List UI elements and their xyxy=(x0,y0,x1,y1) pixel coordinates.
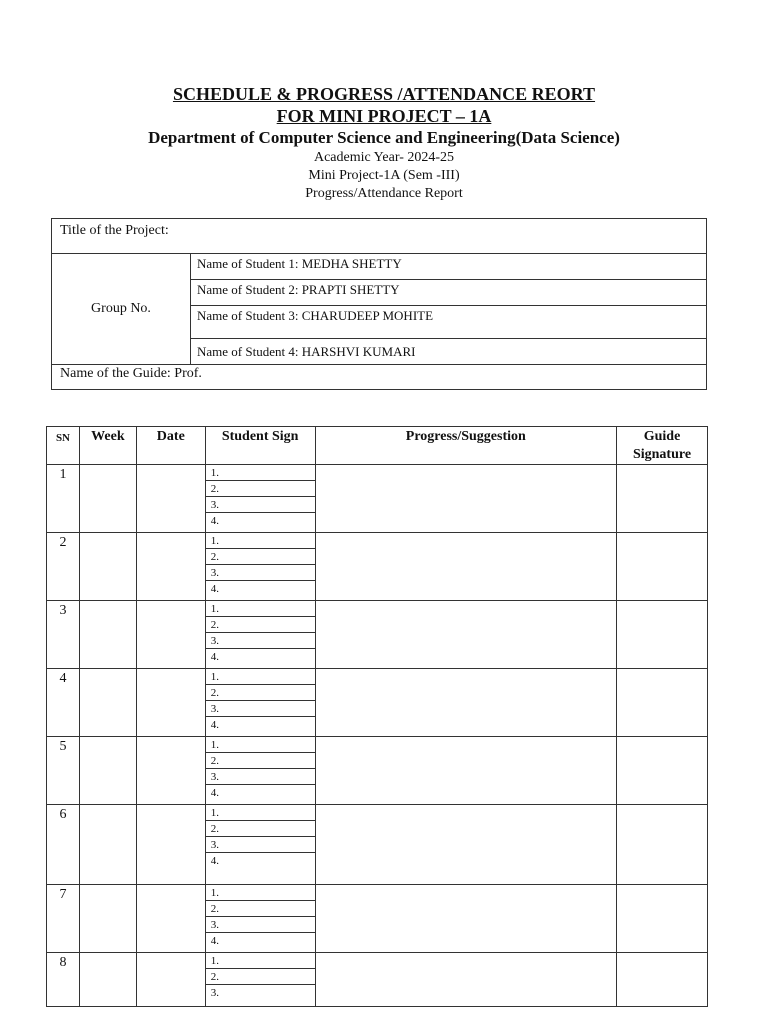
week-cell[interactable] xyxy=(79,465,136,533)
guide-signature-cell[interactable] xyxy=(617,669,708,737)
student-sign-cell xyxy=(205,805,315,885)
group-number-label: Group No. xyxy=(91,301,151,316)
header-guide-line-1: Guide xyxy=(643,429,681,444)
student-sign-line[interactable]: 3. xyxy=(206,633,315,649)
student-sign-line[interactable]: 1. xyxy=(206,885,315,901)
student-sign-line[interactable]: 2. xyxy=(206,617,315,633)
student-sign-cell xyxy=(205,533,315,601)
row-sn: 5 xyxy=(47,737,80,805)
row-sn: 6 xyxy=(47,805,80,885)
student-3-cell xyxy=(191,306,707,339)
student-sign-line[interactable]: 2. xyxy=(206,969,315,985)
guide-signature-cell[interactable] xyxy=(617,601,708,669)
student-2-cell xyxy=(191,280,707,306)
week-cell[interactable] xyxy=(79,805,136,885)
week-cell[interactable] xyxy=(79,601,136,669)
student-sign-line[interactable]: 4. xyxy=(210,935,219,947)
date-cell[interactable] xyxy=(136,737,205,805)
progress-row xyxy=(47,805,708,885)
progress-suggestion-cell[interactable] xyxy=(315,669,616,737)
guide-signature-cell[interactable] xyxy=(617,953,708,1007)
student-sign-line[interactable]: 1. xyxy=(206,465,315,481)
student-sign-line[interactable]: 2. xyxy=(206,753,315,769)
student-sign-cell xyxy=(205,601,315,669)
student-sign-line[interactable]: 4. xyxy=(210,651,219,663)
row-sn: 7 xyxy=(47,885,80,953)
student-sign-line[interactable]: 3. xyxy=(210,987,219,999)
progress-row xyxy=(47,669,708,737)
student-sign-line[interactable]: 3. xyxy=(206,769,315,785)
header-progress-suggestion: Progress/Suggestion xyxy=(315,427,616,465)
date-cell[interactable] xyxy=(136,533,205,601)
student-sign-line[interactable]: 3. xyxy=(206,497,315,513)
student-sign-line[interactable]: 4. xyxy=(210,855,219,867)
student-sign-line[interactable]: 1. xyxy=(206,953,315,969)
report-type: Progress/Attendance Report xyxy=(305,186,463,201)
student-sign-line[interactable]: 3. xyxy=(206,701,315,717)
date-cell[interactable] xyxy=(136,669,205,737)
progress-row xyxy=(47,601,708,669)
week-cell[interactable] xyxy=(79,669,136,737)
date-cell[interactable] xyxy=(136,601,205,669)
project-title-cell xyxy=(52,219,707,254)
guide-name-label: Name of the Guide: Prof. xyxy=(60,366,202,381)
date-cell[interactable] xyxy=(136,805,205,885)
student-4-name: Name of Student 4: HARSHVI KUMARI xyxy=(197,343,416,359)
student-1-cell xyxy=(191,254,707,280)
guide-signature-cell[interactable] xyxy=(617,885,708,953)
student-3-name: Name of Student 3: CHARUDEEP MOHITE xyxy=(197,308,434,323)
student-sign-line[interactable]: 1. xyxy=(206,805,315,821)
project-title-label: Title of the Project: xyxy=(60,223,169,238)
student-sign-line[interactable]: 1. xyxy=(206,601,315,617)
department-name: Department of Computer Science and Engineering(Data Science) xyxy=(148,128,620,147)
student-sign-cell xyxy=(205,885,315,953)
academic-year: Academic Year- 2024-25 xyxy=(313,150,455,165)
header-guide-signature xyxy=(617,427,708,465)
student-sign-cell xyxy=(205,737,315,805)
row-sn: 3 xyxy=(47,601,80,669)
week-cell[interactable] xyxy=(79,737,136,805)
progress-row xyxy=(47,885,708,953)
guide-name-cell xyxy=(52,365,707,390)
header-week: Week xyxy=(79,427,136,465)
student-sign-line[interactable]: 4. xyxy=(210,583,219,595)
student-sign-line[interactable]: 4. xyxy=(210,515,219,527)
student-2-name: Name of Student 2: PRAPTI SHETTY xyxy=(197,282,400,297)
progress-suggestion-cell[interactable] xyxy=(315,737,616,805)
guide-signature-cell[interactable] xyxy=(617,533,708,601)
group-number-cell xyxy=(52,254,191,365)
progress-suggestion-cell[interactable] xyxy=(315,805,616,885)
row-sn: 2 xyxy=(47,533,80,601)
week-cell[interactable] xyxy=(79,533,136,601)
progress-row xyxy=(47,953,708,1007)
row-sn: 8 xyxy=(47,953,80,1007)
student-sign-line[interactable]: 4. xyxy=(210,719,219,731)
header-student-sign: Student Sign xyxy=(205,427,315,465)
guide-signature-cell[interactable] xyxy=(617,737,708,805)
progress-header-row xyxy=(47,427,708,465)
student-sign-line[interactable]: 4. xyxy=(210,787,219,799)
student-sign-cell xyxy=(205,465,315,533)
week-cell[interactable] xyxy=(79,885,136,953)
progress-row xyxy=(47,533,708,601)
week-cell[interactable] xyxy=(79,953,136,1007)
student-sign-line[interactable]: 2. xyxy=(206,901,315,917)
progress-body xyxy=(47,465,708,1007)
progress-suggestion-cell[interactable] xyxy=(315,465,616,533)
row-sn: 1 xyxy=(47,465,80,533)
report-header xyxy=(0,83,768,203)
course-name: Mini Project-1A (Sem -III) xyxy=(308,168,460,183)
header-guide-line-2: Signature xyxy=(632,447,692,462)
report-title-line-1: SCHEDULE & PROGRESS /ATTENDANCE REORT xyxy=(172,84,596,104)
student-sign-line[interactable]: 2. xyxy=(206,549,315,565)
student-sign-line[interactable]: 3. xyxy=(206,917,315,933)
progress-table xyxy=(46,426,708,1007)
row-sn: 4 xyxy=(47,669,80,737)
progress-suggestion-cell[interactable] xyxy=(315,885,616,953)
student-sign-cell xyxy=(205,669,315,737)
student-sign-line[interactable]: 3. xyxy=(206,565,315,581)
date-cell[interactable] xyxy=(136,465,205,533)
date-cell[interactable] xyxy=(136,885,205,953)
progress-suggestion-cell[interactable] xyxy=(315,601,616,669)
student-sign-line[interactable]: 2. xyxy=(206,481,315,497)
guide-signature-cell[interactable] xyxy=(617,805,708,885)
student-sign-line[interactable]: 1. xyxy=(206,737,315,753)
header-date: Date xyxy=(136,427,205,465)
report-title-line-2: FOR MINI PROJECT – 1A xyxy=(276,106,492,126)
student-sign-line[interactable]: 2. xyxy=(206,821,315,837)
student-sign-line[interactable]: 1. xyxy=(206,533,315,549)
student-sign-line[interactable]: 2. xyxy=(206,685,315,701)
student-sign-cell xyxy=(205,953,315,1007)
header-sn: SN xyxy=(47,427,80,465)
progress-row xyxy=(47,465,708,533)
progress-suggestion-cell[interactable] xyxy=(315,953,616,1007)
progress-suggestion-cell[interactable] xyxy=(315,533,616,601)
guide-signature-cell[interactable] xyxy=(617,465,708,533)
student-4-cell xyxy=(191,339,707,365)
student-1-name: Name of Student 1: MEDHA SHETTY xyxy=(197,256,402,271)
progress-row xyxy=(47,737,708,805)
student-sign-line[interactable]: 1. xyxy=(206,669,315,685)
project-info-table xyxy=(51,218,707,390)
date-cell[interactable] xyxy=(136,953,205,1007)
student-sign-line[interactable]: 3. xyxy=(206,837,315,853)
